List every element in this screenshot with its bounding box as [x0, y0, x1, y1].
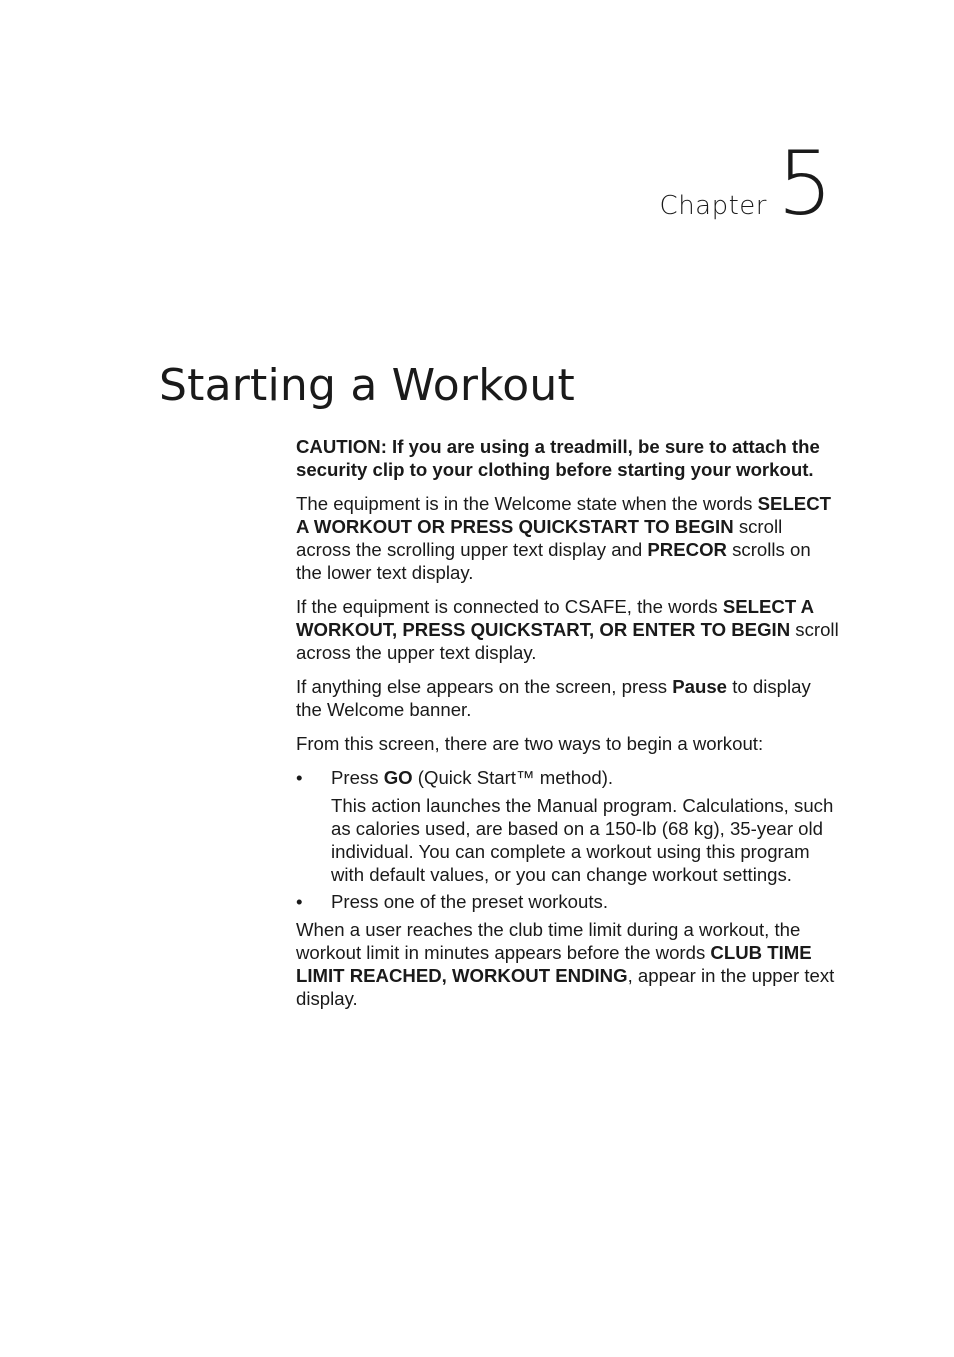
- welcome-state-paragraph: [296, 492, 841, 584]
- text: When a user reaches the club time limit during a workout, the workout limit in minutes appears before the words: [296, 919, 801, 963]
- text: The equipment is in the Welcome state when the words: [296, 493, 758, 514]
- caution-note: CAUTION: If you are using a treadmill, be sure to attach the security clip to your clothing before starting your workout.: [296, 436, 820, 480]
- page-title: Starting a Workout: [159, 360, 575, 411]
- text: (Quick Start™ method).: [412, 767, 614, 788]
- ways-list: [296, 766, 841, 913]
- list-item: [296, 890, 841, 913]
- chapter-number: 5: [777, 132, 833, 235]
- chapter-header: [659, 132, 833, 235]
- bullet-icon: •: [296, 891, 303, 912]
- text: scroll across the scrolling upper text display and: [296, 516, 783, 560]
- csafe-paragraph: [296, 595, 841, 664]
- bold-text: PRECOR: [647, 539, 727, 560]
- bold-text: CLUB TIME LIMIT REACHED, WORKOUT ENDING: [296, 942, 812, 986]
- bold-text: GO: [383, 767, 413, 788]
- list-item: [296, 766, 841, 886]
- list-item-text: [331, 766, 841, 789]
- time-limit-paragraph: [296, 918, 841, 1010]
- body-content: [296, 435, 841, 1021]
- text: If the equipment is connected to CSAFE, the words: [296, 596, 723, 617]
- text: , appear in the upper text display.: [296, 965, 835, 1009]
- text: Press: [331, 767, 384, 788]
- pause-paragraph: [296, 675, 841, 721]
- bold-text: SELECT A WORKOUT, PRESS QUICKSTART, OR ENTER TO BEGIN: [296, 596, 814, 640]
- list-item-detail: This action launches the Manual program. Calculations, such as calories used, are based on a 150-lb (68 kg), 35-year old individual. You can complete a workout using this program with default values, or you can change workout settings.: [331, 795, 834, 885]
- text: If anything else appears on the screen, press: [296, 676, 673, 697]
- bold-text: SELECT A WORKOUT OR PRESS QUICKSTART TO BEGIN: [296, 493, 831, 537]
- chapter-label: Chapter: [659, 191, 767, 221]
- list-item-text: Press one of the preset workouts.: [331, 891, 608, 912]
- text: to display the Welcome banner.: [296, 676, 811, 720]
- ways-intro-paragraph: From this screen, there are two ways to begin a workout:: [296, 733, 764, 754]
- bullet-icon: •: [296, 767, 303, 788]
- bold-text: Pause: [672, 676, 728, 697]
- text: scrolls on the lower text display.: [296, 539, 811, 583]
- text: scroll across the upper text display.: [296, 619, 839, 663]
